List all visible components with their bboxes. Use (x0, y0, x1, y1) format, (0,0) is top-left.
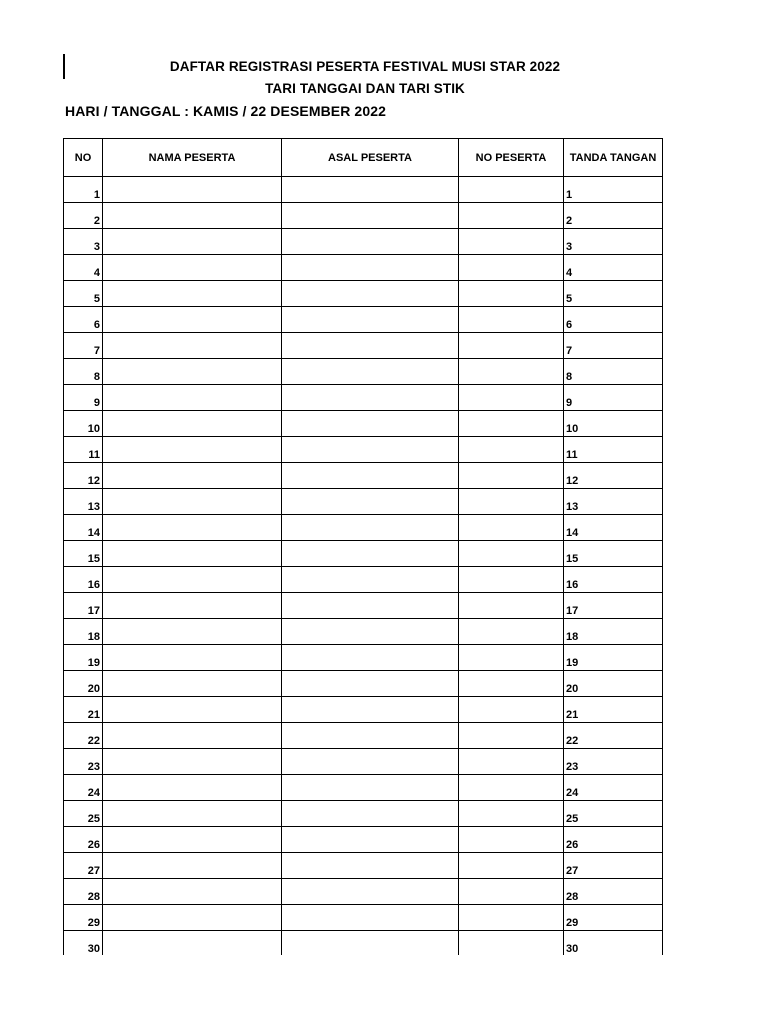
row-number-cell: 28 (64, 879, 103, 905)
nama-peserta-cell[interactable] (103, 853, 282, 879)
table-row (64, 879, 663, 905)
asal-peserta-cell[interactable] (282, 723, 459, 749)
asal-peserta-cell[interactable] (282, 619, 459, 645)
nama-peserta-cell[interactable] (103, 723, 282, 749)
table-row (64, 489, 663, 515)
nama-peserta-cell[interactable] (103, 645, 282, 671)
row-number-cell: 12 (64, 463, 103, 489)
tanda-tangan-cell[interactable]: 30 (564, 931, 663, 957)
row-number-cell: 29 (64, 905, 103, 931)
row-number-cell: 8 (64, 359, 103, 385)
row-number-cell: 24 (64, 775, 103, 801)
nama-peserta-cell[interactable] (103, 801, 282, 827)
no-peserta-cell[interactable] (459, 879, 564, 905)
nama-peserta-cell[interactable] (103, 177, 282, 203)
asal-peserta-cell[interactable] (282, 255, 459, 281)
table-row (64, 905, 663, 931)
tanda-tangan-cell[interactable]: 5 (564, 281, 663, 307)
no-peserta-cell[interactable] (459, 853, 564, 879)
row-number-cell: 7 (64, 333, 103, 359)
tanda-tangan-cell[interactable]: 22 (564, 723, 663, 749)
tanda-tangan-cell[interactable]: 10 (564, 411, 663, 437)
header-no-peserta: NO PESERTA (459, 139, 564, 177)
no-peserta-cell[interactable] (459, 567, 564, 593)
tanda-tangan-cell[interactable]: 7 (564, 333, 663, 359)
nama-peserta-cell[interactable] (103, 931, 282, 957)
nama-peserta-cell[interactable] (103, 203, 282, 229)
row-number-cell: 25 (64, 801, 103, 827)
tanda-tangan-cell[interactable]: 27 (564, 853, 663, 879)
tanda-tangan-cell[interactable]: 9 (564, 385, 663, 411)
table-row (64, 619, 663, 645)
nama-peserta-cell[interactable] (103, 359, 282, 385)
page-bottom-margin (0, 955, 768, 1024)
tanda-tangan-cell[interactable]: 21 (564, 697, 663, 723)
asal-peserta-cell[interactable] (282, 671, 459, 697)
tanda-tangan-cell[interactable]: 15 (564, 541, 663, 567)
tanda-tangan-cell[interactable]: 25 (564, 801, 663, 827)
asal-peserta-cell[interactable] (282, 931, 459, 957)
table-row (64, 801, 663, 827)
tanda-tangan-cell[interactable]: 18 (564, 619, 663, 645)
table-body (64, 177, 663, 983)
tanda-tangan-cell[interactable]: 4 (564, 255, 663, 281)
nama-peserta-cell[interactable] (103, 671, 282, 697)
nama-peserta-cell[interactable] (103, 541, 282, 567)
no-peserta-cell[interactable] (459, 333, 564, 359)
tanda-tangan-cell[interactable]: 6 (564, 307, 663, 333)
row-number-cell: 27 (64, 853, 103, 879)
no-peserta-cell[interactable] (459, 437, 564, 463)
table-row (64, 463, 663, 489)
nama-peserta-cell[interactable] (103, 905, 282, 931)
row-number-cell: 17 (64, 593, 103, 619)
header-no: NO (64, 139, 103, 177)
no-peserta-cell[interactable] (459, 723, 564, 749)
tanda-tangan-cell[interactable]: 1 (564, 177, 663, 203)
row-number-cell: 30 (64, 931, 103, 957)
nama-peserta-cell[interactable] (103, 749, 282, 775)
no-peserta-cell[interactable] (459, 281, 564, 307)
asal-peserta-cell[interactable] (282, 827, 459, 853)
table-row (64, 515, 663, 541)
no-peserta-cell[interactable] (459, 801, 564, 827)
asal-peserta-cell[interactable] (282, 879, 459, 905)
table-row (64, 203, 663, 229)
nama-peserta-cell[interactable] (103, 385, 282, 411)
row-number-cell: 6 (64, 307, 103, 333)
tanda-tangan-cell[interactable]: 26 (564, 827, 663, 853)
no-peserta-cell[interactable] (459, 619, 564, 645)
tanda-tangan-cell[interactable]: 20 (564, 671, 663, 697)
table-row (64, 255, 663, 281)
table-row (64, 385, 663, 411)
no-peserta-cell[interactable] (459, 515, 564, 541)
asal-peserta-cell[interactable] (282, 307, 459, 333)
nama-peserta-cell[interactable] (103, 879, 282, 905)
row-number-cell: 18 (64, 619, 103, 645)
row-number-cell: 19 (64, 645, 103, 671)
nama-peserta-cell[interactable] (103, 307, 282, 333)
asal-peserta-cell[interactable] (282, 229, 459, 255)
row-number-cell: 3 (64, 229, 103, 255)
asal-peserta-cell[interactable] (282, 333, 459, 359)
tanda-tangan-cell[interactable]: 8 (564, 359, 663, 385)
no-peserta-cell[interactable] (459, 931, 564, 957)
nama-peserta-cell[interactable] (103, 255, 282, 281)
table-header-row (64, 139, 663, 177)
tanda-tangan-cell[interactable]: 11 (564, 437, 663, 463)
no-peserta-cell[interactable] (459, 827, 564, 853)
nama-peserta-cell[interactable] (103, 411, 282, 437)
nama-peserta-cell[interactable] (103, 775, 282, 801)
tanda-tangan-cell[interactable]: 19 (564, 645, 663, 671)
asal-peserta-cell[interactable] (282, 853, 459, 879)
row-number-cell: 14 (64, 515, 103, 541)
asal-peserta-cell[interactable] (282, 437, 459, 463)
table-row (64, 411, 663, 437)
tanda-tangan-cell[interactable]: 2 (564, 203, 663, 229)
asal-peserta-cell[interactable] (282, 593, 459, 619)
nama-peserta-cell[interactable] (103, 567, 282, 593)
tanda-tangan-cell[interactable]: 3 (564, 229, 663, 255)
row-number-cell: 11 (64, 437, 103, 463)
table-row (64, 229, 663, 255)
asal-peserta-cell[interactable] (282, 905, 459, 931)
registration-table (63, 138, 663, 983)
no-peserta-cell[interactable] (459, 541, 564, 567)
nama-peserta-cell[interactable] (103, 463, 282, 489)
nama-peserta-cell[interactable] (103, 229, 282, 255)
nama-peserta-cell[interactable] (103, 593, 282, 619)
table-row (64, 359, 663, 385)
nama-peserta-cell[interactable] (103, 489, 282, 515)
table-row (64, 541, 663, 567)
row-number-cell: 21 (64, 697, 103, 723)
row-number-cell: 5 (64, 281, 103, 307)
asal-peserta-cell[interactable] (282, 359, 459, 385)
asal-peserta-cell[interactable] (282, 567, 459, 593)
table-row (64, 437, 663, 463)
asal-peserta-cell[interactable] (282, 749, 459, 775)
document-title: DAFTAR REGISTRASI PESERTA FESTIVAL MUSI STAR 2022 (169, 59, 561, 74)
no-peserta-cell[interactable] (459, 385, 564, 411)
table-row (64, 177, 663, 203)
row-number-cell: 15 (64, 541, 103, 567)
table-row (64, 723, 663, 749)
asal-peserta-cell[interactable] (282, 281, 459, 307)
document-subtitle: TARI TANGGAI DAN TARI STIK (265, 81, 465, 96)
row-number-cell: 2 (64, 203, 103, 229)
no-peserta-cell[interactable] (459, 411, 564, 437)
no-peserta-cell[interactable] (459, 775, 564, 801)
table-row (64, 697, 663, 723)
no-peserta-cell[interactable] (459, 307, 564, 333)
nama-peserta-cell[interactable] (103, 515, 282, 541)
nama-peserta-cell[interactable] (103, 281, 282, 307)
tanda-tangan-cell[interactable]: 28 (564, 879, 663, 905)
row-number-cell: 9 (64, 385, 103, 411)
row-number-cell: 1 (64, 177, 103, 203)
header-tanda-tangan: TANDA TANGAN (564, 139, 663, 177)
row-number-cell: 26 (64, 827, 103, 853)
no-peserta-cell[interactable] (459, 203, 564, 229)
table-row (64, 853, 663, 879)
nama-peserta-cell[interactable] (103, 437, 282, 463)
tanda-tangan-cell[interactable]: 16 (564, 567, 663, 593)
no-peserta-cell[interactable] (459, 671, 564, 697)
asal-peserta-cell[interactable] (282, 385, 459, 411)
table-row (64, 333, 663, 359)
row-number-cell: 20 (64, 671, 103, 697)
asal-peserta-cell[interactable] (282, 697, 459, 723)
table-row (64, 281, 663, 307)
tanda-tangan-cell[interactable]: 29 (564, 905, 663, 931)
tanda-tangan-cell[interactable]: 13 (564, 489, 663, 515)
asal-peserta-cell[interactable] (282, 177, 459, 203)
row-number-cell: 23 (64, 749, 103, 775)
no-peserta-cell[interactable] (459, 645, 564, 671)
no-peserta-cell[interactable] (459, 177, 564, 203)
nama-peserta-cell[interactable] (103, 619, 282, 645)
no-peserta-cell[interactable] (459, 697, 564, 723)
no-peserta-cell[interactable] (459, 463, 564, 489)
header-asal-peserta: ASAL PESERTA (282, 139, 459, 177)
no-peserta-cell[interactable] (459, 749, 564, 775)
tanda-tangan-cell[interactable]: 24 (564, 775, 663, 801)
row-number-cell: 10 (64, 411, 103, 437)
asal-peserta-cell[interactable] (282, 411, 459, 437)
no-peserta-cell[interactable] (459, 229, 564, 255)
no-peserta-cell[interactable] (459, 593, 564, 619)
row-number-cell: 13 (64, 489, 103, 515)
row-number-cell: 16 (64, 567, 103, 593)
table-row (64, 645, 663, 671)
nama-peserta-cell[interactable] (103, 697, 282, 723)
table-row (64, 567, 663, 593)
no-peserta-cell[interactable] (459, 489, 564, 515)
table-row (64, 827, 663, 853)
asal-peserta-cell[interactable] (282, 775, 459, 801)
tanda-tangan-cell[interactable]: 12 (564, 463, 663, 489)
nama-peserta-cell[interactable] (103, 827, 282, 853)
asal-peserta-cell[interactable] (282, 801, 459, 827)
row-number-cell: 4 (64, 255, 103, 281)
no-peserta-cell[interactable] (459, 359, 564, 385)
no-peserta-cell[interactable] (459, 255, 564, 281)
nama-peserta-cell[interactable] (103, 333, 282, 359)
table-row (64, 931, 663, 957)
asal-peserta-cell[interactable] (282, 463, 459, 489)
asal-peserta-cell[interactable] (282, 645, 459, 671)
asal-peserta-cell[interactable] (282, 541, 459, 567)
asal-peserta-cell[interactable] (282, 203, 459, 229)
table-row (64, 775, 663, 801)
table-row (64, 307, 663, 333)
date-line: HARI / TANGGAL : KAMIS / 22 DESEMBER 2022 (65, 103, 386, 119)
table-row (64, 671, 663, 697)
asal-peserta-cell[interactable] (282, 515, 459, 541)
table-row (64, 749, 663, 775)
table-row (64, 593, 663, 619)
row-number-cell: 22 (64, 723, 103, 749)
header-nama-peserta: NAMA PESERTA (103, 139, 282, 177)
asal-peserta-cell[interactable] (282, 489, 459, 515)
no-peserta-cell[interactable] (459, 905, 564, 931)
tanda-tangan-cell[interactable]: 23 (564, 749, 663, 775)
tanda-tangan-cell[interactable]: 17 (564, 593, 663, 619)
tanda-tangan-cell[interactable]: 14 (564, 515, 663, 541)
